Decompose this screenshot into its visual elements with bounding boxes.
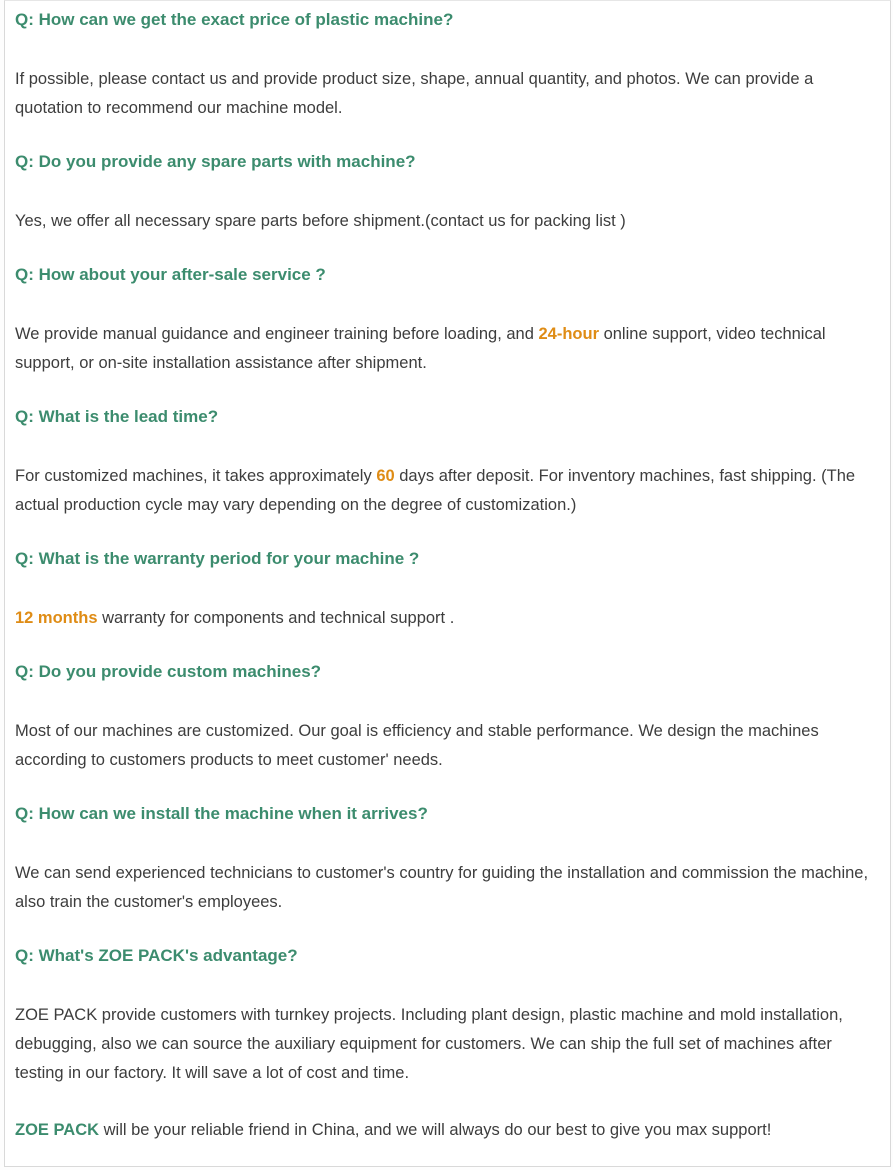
faq-question: Q: Do you provide custom machines? xyxy=(15,662,322,681)
faq-answer xyxy=(15,1001,878,1088)
faq-question: Q: How can we get the exact price of plastic machine? xyxy=(15,10,454,29)
highlight-orange-text: 24-hour xyxy=(538,325,599,343)
answer-text: online support, video technical support, or on-site installation assistance after shipment. xyxy=(15,325,826,372)
answer-text: will be your reliable friend in China, and we will always do our best to give you max support! xyxy=(99,1121,772,1139)
faq-question: Q: How about your after-sale service ? xyxy=(15,265,326,284)
faq-answer xyxy=(15,604,878,633)
answer-text: We provide manual guidance and engineer training before loading, and xyxy=(15,325,539,343)
faq-question: Q: Do you provide any spare parts with machine? xyxy=(15,152,416,171)
highlight-green-text: ZOE PACK xyxy=(15,1121,100,1139)
faq-question: Q: How can we install the machine when it arrives? xyxy=(15,804,428,823)
highlight-orange-text: 12 months xyxy=(15,609,98,627)
highlight-orange-text: 60 xyxy=(376,467,395,485)
faq-question: Q: What's ZOE PACK's advantage? xyxy=(15,946,298,965)
answer-text: Yes, we offer all necessary spare parts before shipment.(contact us for packing list ) xyxy=(15,212,626,230)
faq-question: Q: What is the lead time? xyxy=(15,407,219,426)
faq-answer xyxy=(15,462,878,520)
answer-text: If possible, please contact us and provide product size, shape, annual quantity, and photos. We can provide a quotation to recommend our machine model. xyxy=(15,70,814,117)
answer-text: warranty for components and technical support . xyxy=(97,609,455,627)
faq-answer xyxy=(15,207,878,236)
answer-text: Most of our machines are customized. Our goal is efficiency and stable performance. We design the machines according to customers products to meet customer' needs. xyxy=(15,722,819,769)
answer-text: We can send experienced technicians to customer's country for guiding the installation and commission the machine, also train the customer's employees. xyxy=(15,864,869,911)
answer-text: For customized machines, it takes approximately xyxy=(15,467,377,485)
faq-answer xyxy=(15,65,878,123)
answer-text: days after deposit. For inventory machines, fast shipping. (The actual production cycle may vary depending on the degree of customization.) xyxy=(15,467,856,514)
faq-answer xyxy=(15,1116,878,1145)
answer-text: ZOE PACK provide customers with turnkey projects. Including plant design, plastic machine and mold installation, debugging, also we can source the auxiliary equipment for customers. We can ship the full set of machines after testing in our factory. It will save a lot of cost and time. xyxy=(15,1006,843,1082)
faq-answer xyxy=(15,320,878,378)
faq-answer xyxy=(15,859,878,917)
faq-answer xyxy=(15,717,878,775)
faq-panel xyxy=(4,0,891,1167)
faq-question: Q: What is the warranty period for your machine ? xyxy=(15,549,420,568)
